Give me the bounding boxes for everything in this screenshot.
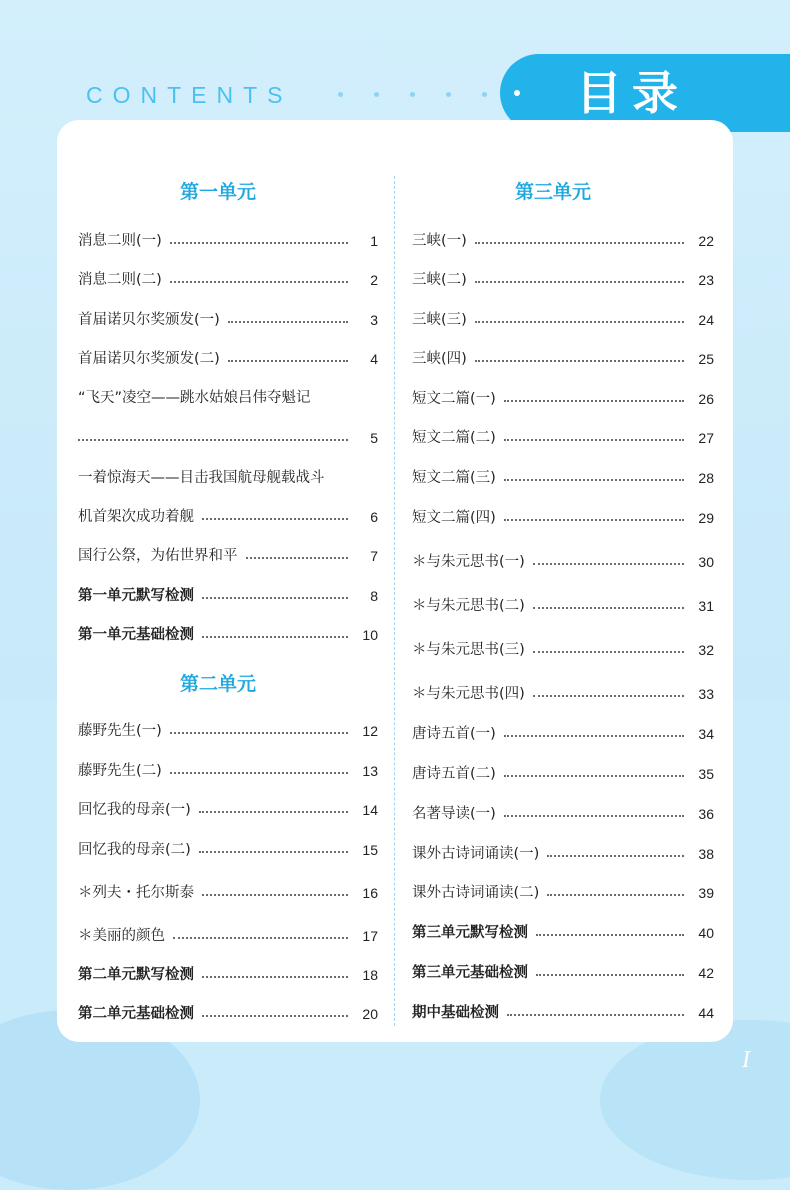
toc-entry[interactable]: 第三单元默写检测 40 xyxy=(412,925,714,941)
toc-entry[interactable]: 短文二篇(四) 29 xyxy=(412,510,714,526)
toc-entry[interactable]: 5 xyxy=(78,426,378,450)
decor-dot xyxy=(374,92,379,97)
toc-entry[interactable]: 期中基础检测 44 xyxy=(412,1005,714,1021)
toc-entry[interactable]: 唐诗五首(二) 35 xyxy=(412,766,714,782)
toc-entry[interactable]: 名著导读(一) 36 xyxy=(412,806,714,822)
toc-entry[interactable]: 回忆我的母亲(一) 14 xyxy=(78,802,378,818)
column-divider xyxy=(394,176,395,1026)
toc-entry[interactable]: 第二单元默写检测 18 xyxy=(78,967,378,983)
toc-entry[interactable]: 消息二则(一) 1 xyxy=(78,233,378,249)
toc-entry[interactable]: 第一单元基础检测 10 xyxy=(78,627,378,643)
page-number: I xyxy=(742,1047,750,1073)
toc-entry[interactable]: 消息二则(二) 2 xyxy=(78,272,378,288)
toc-entry[interactable]: 短文二篇(三) 28 xyxy=(412,470,714,486)
toc-entry[interactable]: 藤野先生(二) 13 xyxy=(78,763,378,779)
toc-entry[interactable]: “飞天”凌空——跳水姑娘吕伟夺魁记 xyxy=(78,390,311,406)
decor-dot xyxy=(410,92,415,97)
toc-entry[interactable]: ＊与朱元思书(四) 33 xyxy=(412,686,714,702)
unit-title-2: 第二单元 xyxy=(180,673,257,695)
toc-entry[interactable]: ＊与朱元思书(三) 32 xyxy=(412,642,714,658)
toc-entry[interactable]: 三峡(二) 23 xyxy=(412,272,714,288)
toc-entry[interactable]: 唐诗五首(一) 34 xyxy=(412,726,714,742)
toc-entry[interactable]: ＊列夫・托尔斯泰 16 xyxy=(78,885,378,901)
toc-entry[interactable]: ＊美丽的颜色 17 xyxy=(78,928,378,944)
toc-entry[interactable]: 短文二篇(一) 26 xyxy=(412,391,714,407)
toc-entry[interactable]: 课外古诗词诵读(一) 38 xyxy=(412,846,714,862)
decor-dot xyxy=(482,92,487,97)
unit-title-3: 第三单元 xyxy=(515,181,592,203)
toc-entry[interactable]: 首届诺贝尔奖颁发(一) 3 xyxy=(78,312,378,328)
toc-entry[interactable]: 短文二篇(二) 27 xyxy=(412,430,714,446)
toc-entry[interactable]: 国行公祭，为佑世界和平 7 xyxy=(78,548,378,564)
background-wave xyxy=(600,1020,790,1180)
toc-entry[interactable]: 回忆我的母亲(二) 15 xyxy=(78,842,378,858)
decor-dot xyxy=(446,92,451,97)
toc-entry[interactable]: 机首架次成功着舰 6 xyxy=(78,509,378,525)
toc-entry[interactable]: 第一单元默写检测 8 xyxy=(78,588,378,604)
toc-entry[interactable]: 三峡(三) 24 xyxy=(412,312,714,328)
toc-entry[interactable]: ＊与朱元思书(一) 30 xyxy=(412,554,714,570)
contents-label: CONTENTS xyxy=(86,82,293,108)
decor-dot xyxy=(338,92,343,97)
toc-entry[interactable]: 一着惊海天——目击我国航母舰载战斗 xyxy=(78,470,325,486)
toc-entry[interactable]: 三峡(四) 25 xyxy=(412,351,714,367)
toc-entry[interactable]: ＊与朱元思书(二) 31 xyxy=(412,598,714,614)
toc-entry[interactable]: 课外古诗词诵读(二) 39 xyxy=(412,885,714,901)
unit-title-1: 第一单元 xyxy=(180,181,257,203)
toc-entry[interactable]: 第三单元基础检测 42 xyxy=(412,965,714,981)
toc-entry[interactable]: 第二单元基础检测 20 xyxy=(78,1006,378,1022)
page-title: 目录 xyxy=(576,66,688,120)
toc-entry[interactable]: 藤野先生(一) 12 xyxy=(78,723,378,739)
toc-entry[interactable]: 三峡(一) 22 xyxy=(412,233,714,249)
decor-dot xyxy=(514,90,520,96)
toc-entry[interactable]: 首届诺贝尔奖颁发(二) 4 xyxy=(78,351,378,367)
